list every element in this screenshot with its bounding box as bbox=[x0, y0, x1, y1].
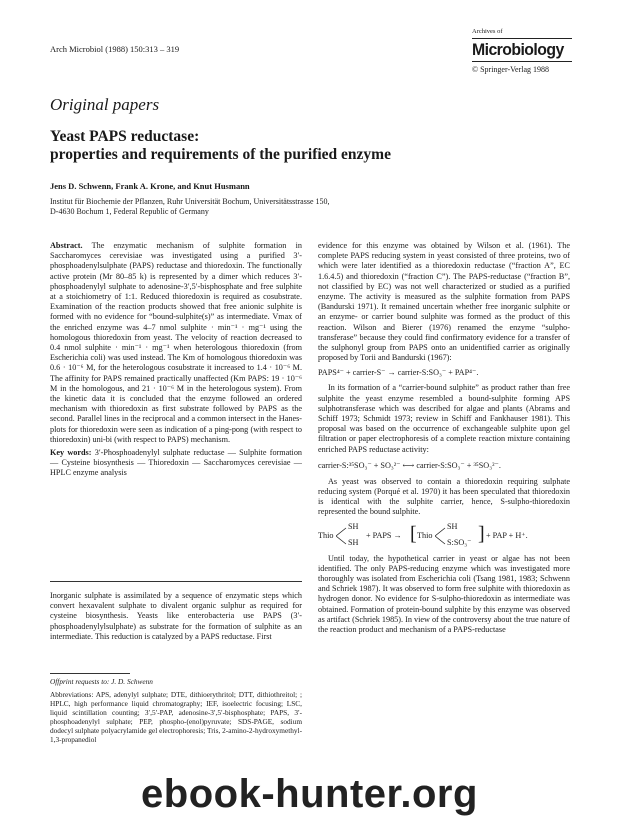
equation-3 bbox=[318, 521, 570, 548]
offprint-note: Offprint requests to: J. D. Schwenn bbox=[50, 677, 153, 686]
equation-1: PAPS⁴⁻ + carrier-S⁻ → carrier-S:SO₃⁻ + PAP⁴⁻. bbox=[318, 368, 479, 378]
abstract-block bbox=[50, 241, 302, 479]
abstract-label: Abstract. bbox=[50, 241, 83, 250]
affiliation-line-2: D-4630 Bochum 1, Federal Republic of Germany bbox=[50, 207, 209, 216]
right-column bbox=[318, 241, 570, 635]
journal-rule-bottom bbox=[472, 61, 572, 62]
abstract-text: The enzymatic mechanism of sulphite formation in Saccharomyces cerevisiae was investigated using a purified 3′-phosphoadenylsulphate (PAPS) reductase and thioredoxin. The functionally active protein (Mr 80–85 k) is represented by a dimer which reduces 3′-phosphoadenylyl sulphate to adenosine-3′,5′-bisphosphate and free sulphite at a stoichiometry of 1:1. Reduced thioredoxin is required as cosubstrate. Examination of the reaction products showed that free anionic sulphite is formed with no evidence for “bound-sulphite(s)” as intermediate. Vmax of the enriched enzyme was 4–7 nmol sulphite · min⁻¹ · mg⁻¹ using the homologous thioredoxin from yeast. The velocity of reaction decreased to 0.4 nmol sulphite · min⁻¹ · mg⁻¹ when heterologous thioredoxin (from Escherichia coli) was used instead. The Km of homologous thioredoxin was 0.6 · 10⁻⁶ M, for the heterologous cosubstrate it increased to 1.4 · 10⁻⁶ M. The affinity for PAPS remained practically unaffected (Km PAPS: 19 · 10⁻⁶ M in the homologous, and 21 · 10⁻⁶ M in the heterologous system). From the kinetic data it is concluded that the enzyme followed an ordered mechanism with thioredoxin as first substrate followed by PAPS as the second. Parallel lines in the reciprocal and a common intersect in the Hanes-plots for thioredoxin were seen as indication of a ping-pong (with respect to thioredoxin) uni-bi (with respect to PAPS) mechanism. bbox=[50, 241, 302, 444]
title-line-1: Yeast PAPS reductase: bbox=[50, 128, 200, 145]
article-title bbox=[50, 128, 570, 164]
journal-logo bbox=[472, 28, 576, 74]
affiliation-line-1: Institut für Biochemie der Pflanzen, Ruhr Universität Bochum, Universitätsstrasse 150, bbox=[50, 197, 330, 206]
keywords-label: Key words: bbox=[50, 448, 92, 458]
journal-rule bbox=[472, 38, 572, 39]
eq3-sh-bottom: SH bbox=[348, 537, 359, 547]
footnote-divider bbox=[50, 673, 130, 674]
eq3-tail: + PAP + H⁺. bbox=[486, 530, 528, 540]
eq3-thio: Thio bbox=[318, 530, 334, 540]
eq3-branch-right bbox=[435, 526, 447, 546]
abbreviations: Abbreviations: APS, adenylyl sulphate; DTE, dithioerythritol; DTT, dithiothreitol; ; HPLC, high performance liquid chromatography; IEF, isoelectric focusing; LSC, liquid scintillation counting; 3′,5′-PAP, adenosine-3′,5′-bisphosphate; PAPS, 3′-phosphoadenylyl sulphate; PEP, phospho-(enol)pyruvate; SDS-PAGE, sodium dodecyl sulphate polyacrylamide gel electrophoresis; Tris, 2-amino-2-hydroxymethyl-1,3-propanediol bbox=[50, 690, 302, 744]
equation-2: carrier-S:³⁵SO₃⁻ + SO₃²⁻ ⟷ carrier-S:SO₃⁻ + ³⁵SO₃²⁻. bbox=[318, 460, 501, 470]
paragraph-2: In its formation of a “carrier-bound sulphite” as product rather than free sulphite the yeast enzyme resembled a bound-sulphite forming APS sulphotransferase which was described for algae and plants (Abrams and Schiff 1973; Schmidt 1973; review in Schiff and Fankhauser 1981). This proposal was based on the occurrence of exchangeable sulphite upon gel filtration or paper electrophoresis of a complete reaction mixture containing enriched PAPS reductase activity: bbox=[318, 383, 570, 454]
affiliation bbox=[50, 197, 510, 217]
copyright: © Springer-Verlag 1988 bbox=[472, 65, 550, 74]
authors: Jens D. Schwenn, Frank A. Krone, and Knut Husmann bbox=[50, 181, 250, 191]
journal-prefix: Archives of bbox=[472, 28, 503, 35]
introduction: Inorganic sulphate is assimilated by a sequence of enzymatic steps which convert hexavalent sulphate to divalent organic sulphur as required for cysteine biosynthesis. Yeasts like enterobacteria use PAPS (3′-phosphoadenylylsulphate) as substrate for the formation of sulphite as an intermediate. This reduction is catalyzed by a PAPS reductase. First bbox=[50, 591, 302, 641]
paragraph-3: As yeast was observed to contain a thioredoxin requiring sulphate reducing system (Porqué et al. 1970) it has been speculated that thioredoxin is identical with the sulphite carrier, hence, S-sulpho-thioredoxin represented the bound sulphite. bbox=[318, 476, 570, 517]
eq3-bracket-open: [ bbox=[410, 522, 417, 545]
watermark: ebook-hunter.org bbox=[141, 772, 478, 816]
eq3-sh-top: SH bbox=[348, 521, 359, 531]
eq3-plus-paps: + PAPS → bbox=[366, 530, 402, 540]
eq3-thio-2: Thio bbox=[417, 530, 433, 540]
journal-name: Microbiology bbox=[472, 40, 564, 59]
eq3-sso3: S:SO₃⁻ bbox=[447, 537, 472, 547]
citation: Arch Microbiol (1988) 150:313 – 319 bbox=[50, 44, 180, 54]
abstract-divider bbox=[50, 581, 302, 582]
section-heading: Original papers bbox=[50, 95, 160, 114]
paragraph-4: Until today, the hypothetical carrier in yeast or algae has not been identified. The only PAPS-reducing enzyme which was investigated more thoroughly was isolated from Escherichia coli (Tsang 1981, 1983; Schwenn and Schriek 1987). It was observed to form free sulphite with thioredoxin as hydrogen donor. No evidence for S-sulpho-thioredoxin as intermediate was obtained. Formation of protein-bound sulphite by this enzyme was observed as artifact (Schriek 1985). In view of the controversy about the true nature of the reaction product and mechanism of a PAPS-reductase bbox=[318, 553, 570, 635]
eq3-bracket-close: ] bbox=[478, 522, 485, 545]
paragraph-1: evidence for this enzyme was obtained by Wilson et al. (1961). The complete PAPS reducing system in yeast consisted of three proteins, two of which were later identified as a thioredoxin reductase (“fraction A”, EC 1.6.4.5) and thioredoxin (“fraction C”). The PAPS-reductase (“fraction B”, not classified by EC) was not well characterized or studied as a purified enzyme. The activity is measured as the sulphite formation from PAPS (Bandurski 1971). It remained uncertain whether free inorganic sulphite or an enzyme- or carrier bound sulphite was formed as the product of this reaction. Wilson and Bierer (1976) renamed the enzyme “sulpho-transferase” because they could find confirmatory evidence for a transfer of the sulphonyl group from PAPS onto an unidentified carrier as originally proposed by Torii and Bandurski (1967): bbox=[318, 241, 570, 363]
eq3-branch-left bbox=[336, 526, 348, 546]
title-line-2: properties and requirements of the purified enzyme bbox=[50, 146, 391, 163]
eq3-sh-product: SH bbox=[447, 521, 458, 531]
keywords-text: 3′-Phosphoadenylyl sulphate reductase — Sulphite formation — Cysteine biosynthesis — Thioredoxin — Saccharomyces cerevisiae — HPLC enzyme analysis bbox=[50, 448, 303, 478]
